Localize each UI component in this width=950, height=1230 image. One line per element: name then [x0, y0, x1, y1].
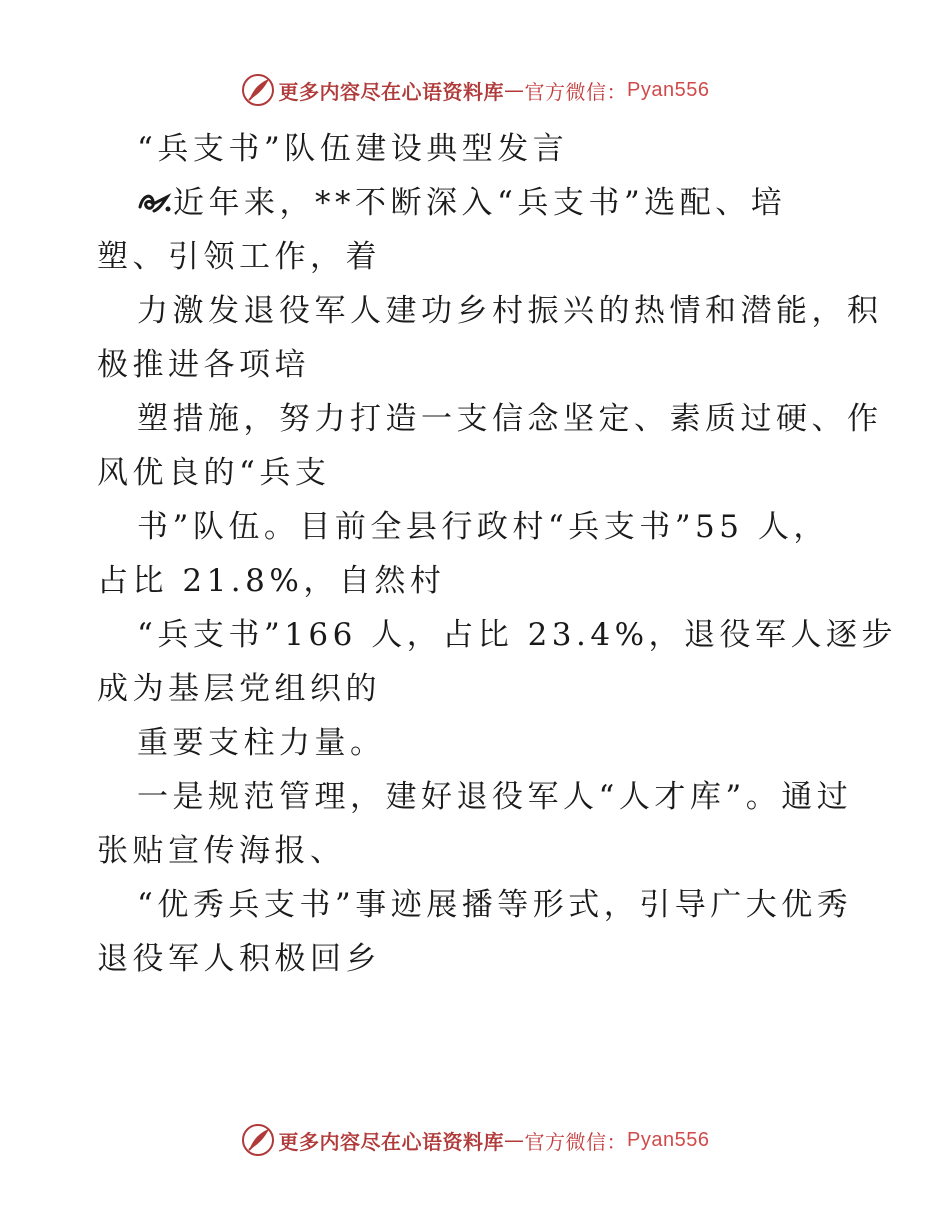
paragraph-line: 力激发退役军人建功乡村振兴的热情和潜能，积 [137, 293, 883, 329]
footer-watermark [0, 1120, 950, 1160]
quill-logo-icon [241, 1123, 275, 1157]
paragraph-line: 张贴宣传海报、 [97, 833, 346, 869]
quill-logo-icon [241, 73, 275, 107]
watermark-wechat-label: 官方微信： [524, 1129, 628, 1154]
document-body [97, 122, 898, 986]
watermark-wechat-id: Pyan556 [627, 1128, 710, 1151]
paragraph-line: 风优良的“兵支 [97, 455, 331, 491]
watermark-dash: — [504, 78, 525, 102]
watermark-wechat-id: Pyan556 [627, 78, 710, 101]
watermark-dash: — [504, 1128, 525, 1152]
paragraph-line: 重要支柱力量。 [137, 725, 386, 761]
paragraph-text: 近年来，**不断深入“兵支书”选配、培 [173, 185, 787, 221]
ornament-bullet-icon [137, 187, 173, 217]
watermark-brand: 更多内容尽在心语资料库 [278, 79, 505, 104]
document-title: “兵支书”队伍建设典型发言 [137, 131, 569, 167]
paragraph-line: 占比 21.8%，自然村 [97, 563, 446, 599]
watermark-brand: 更多内容尽在心语资料库 [278, 1129, 505, 1154]
paragraph-line [97, 176, 857, 230]
paragraph-line: 书”队伍。目前全县行政村“兵支书”55 人， [137, 509, 829, 545]
paragraph-line: 塑措施，努力打造一支信念坚定、素质过硬、作 [137, 401, 883, 437]
paragraph-line: 成为基层党组织的 [97, 671, 381, 707]
paragraph-line: 塑、引领工作，着 [97, 239, 381, 275]
paragraph-line: 退役军人积极回乡 [97, 941, 381, 977]
paragraph-line: 一是规范管理，建好退役军人“人才库”。通过 [137, 779, 853, 815]
paragraph-line: “兵支书”166 人，占比 23.4%，退役军人逐步 [137, 617, 898, 653]
watermark-wechat-label: 官方微信： [524, 79, 628, 104]
header-watermark [0, 70, 950, 110]
paragraph-line: 极推进各项培 [97, 347, 310, 383]
paragraph-line: “优秀兵支书”事迹展播等形式，引导广大优秀 [137, 887, 853, 923]
